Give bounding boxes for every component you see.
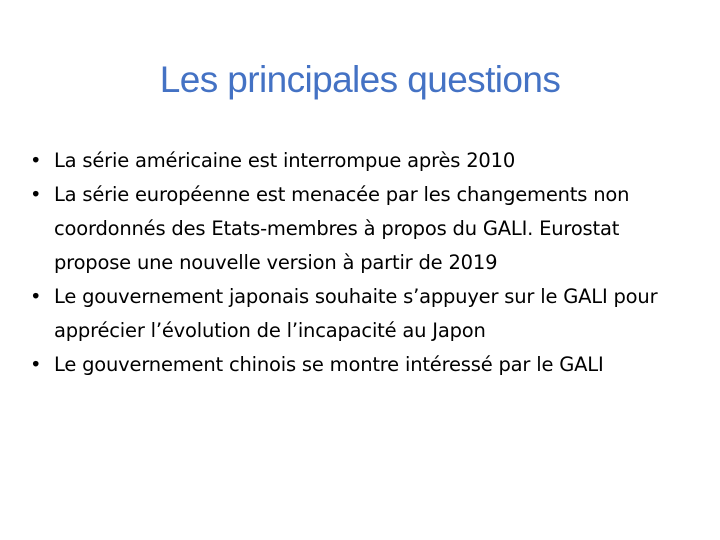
bullet-text: Le gouvernement japonais souhaite s’appuyer sur le GALI pour apprécier l’évolution de l’incapacité au Japon bbox=[54, 285, 658, 342]
bullet-marker: • bbox=[30, 183, 42, 206]
bullet-text: La série européenne est menacée par les changements non coordonnés des Etats-membres à propos du GALI. Eurostat propose une nouvelle version à partir de 2019 bbox=[54, 183, 630, 274]
slide-title: Les principales questions bbox=[159, 59, 561, 100]
bullet-text: La série américaine est interrompue après 2010 bbox=[54, 149, 516, 172]
bullet-item bbox=[30, 348, 700, 382]
bullet-item bbox=[30, 178, 700, 280]
bullet-marker: • bbox=[30, 149, 42, 172]
bullet-item bbox=[30, 280, 700, 348]
bullet-marker: • bbox=[30, 285, 42, 308]
bullet-marker: • bbox=[30, 353, 42, 376]
bullet-list bbox=[30, 144, 700, 382]
bullet-item bbox=[30, 144, 700, 178]
bullet-text: Le gouvernement chinois se montre intéressé par le GALI bbox=[54, 353, 604, 376]
